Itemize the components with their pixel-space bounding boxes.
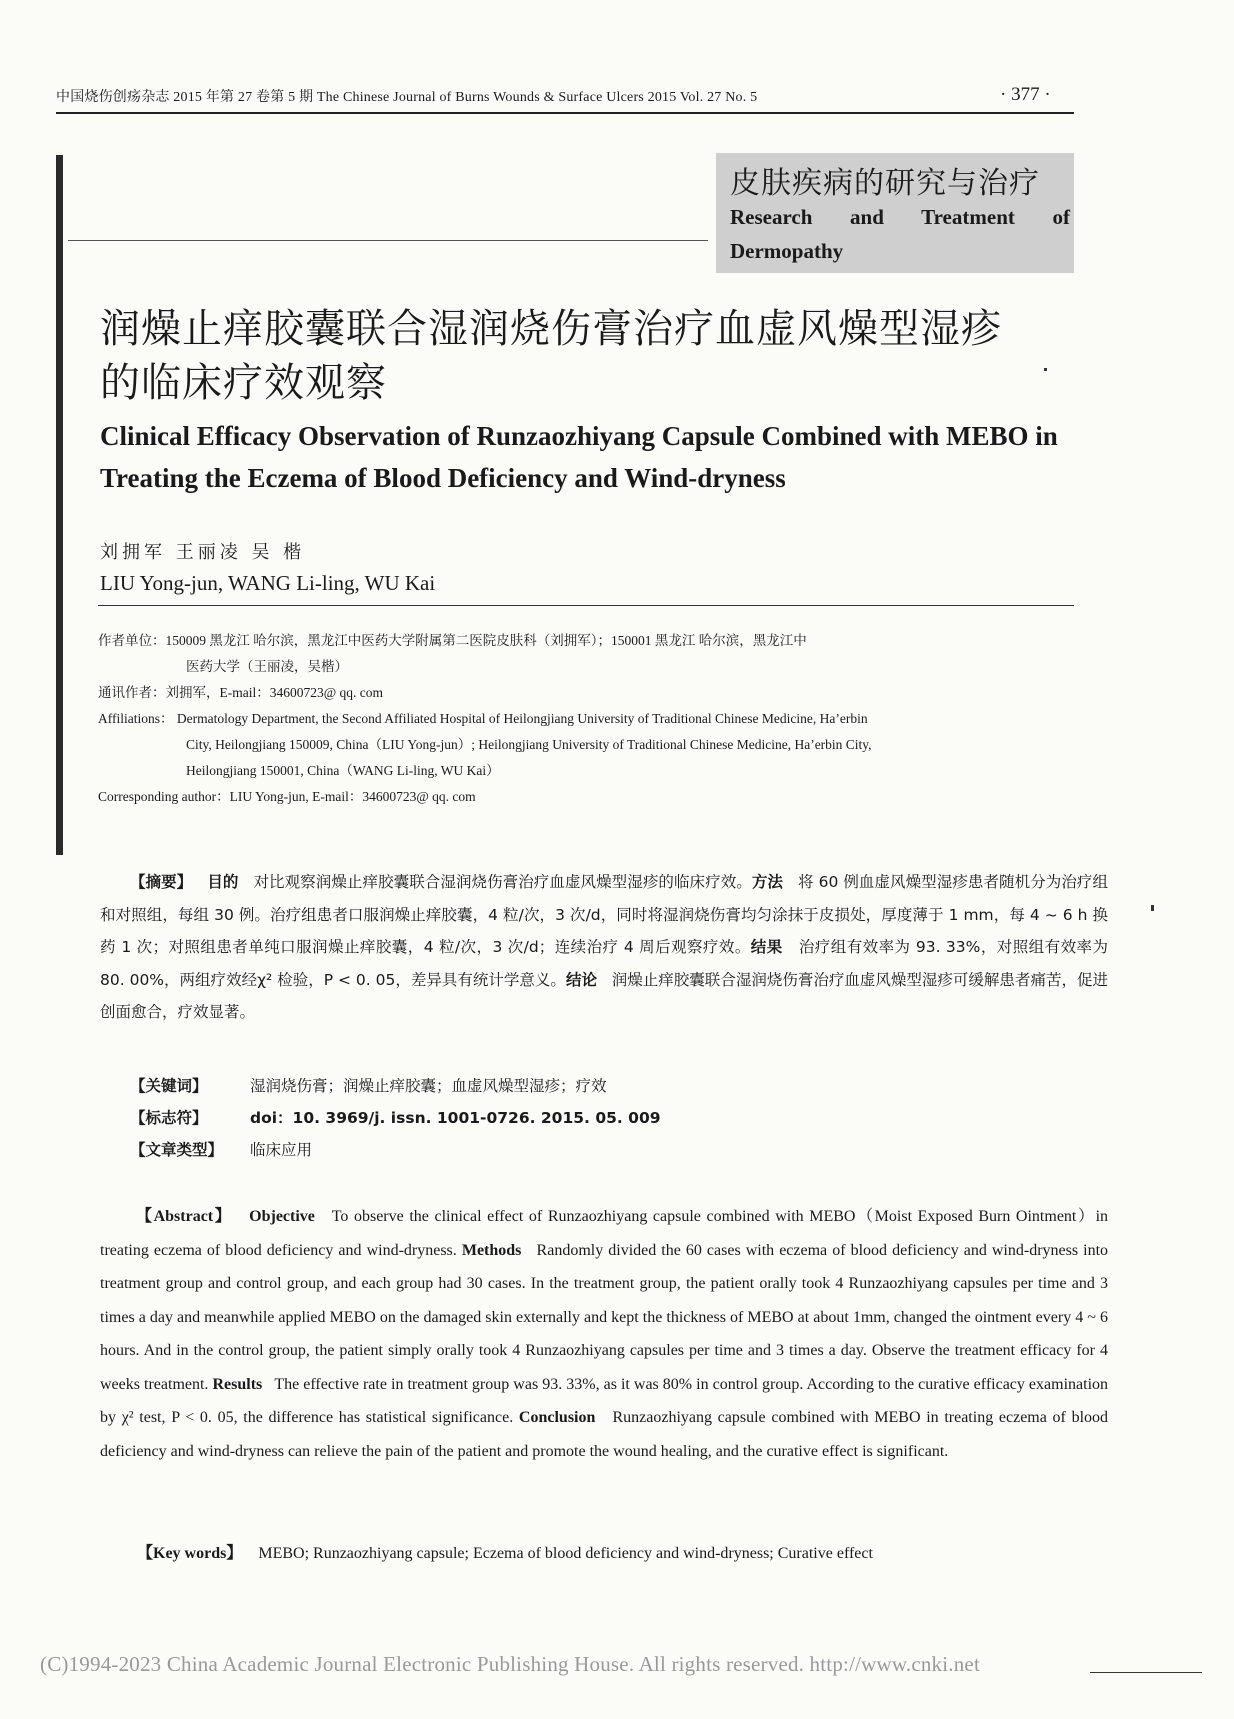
methods-en: Randomly divided the 60 cases with eczema of blood deficiency and wind-dryness into treatment group and control group, and each group had 30 cases. In the treatment group, the patient orally took 4 Runzaozhiyang capsules per time and 3 times a day and meanwhile applied MEBO on the damaged skin externally and kept the thickness of MEBO at about 1mm, changed the ointment every 4 ~ 6 hours. And in the control group, the patient simply orally took 4 Runzaozhiyang capsules per time and 3 times a day. Observe the treatment efficacy for 4 weeks treatment.	[100, 1241, 1109, 1393]
keywords-zh: 湿润烧伤膏；润燥止痒胶囊；血虚风燥型湿疹；疗效	[250, 1077, 607, 1095]
affiliation-en-line: City, Heilongjiang 150009, China（LIU Yong-jun）; Heilongjiang University of Traditional Chinese Medicine, Ha’erbin City,	[186, 737, 872, 752]
affiliation-zh	[98, 628, 1038, 810]
article-title-en: Clinical Efficacy Observation of Runzaozhiyang Capsule Combined with MEBO in Treating the Eczema of Blood Deficiency and Wind-dryness	[100, 421, 1058, 493]
methods-en-label: Methods	[461, 1241, 522, 1259]
affiliation-en-line: Heilongjiang 150001, China（WANG Li-ling, WU Kai）	[186, 763, 500, 778]
header-rule	[56, 112, 1074, 114]
objective-en: To observe the clinical effect of Runzaozhiyang capsule combined with MEBO（Moist Exposed Burn Ointment）in treating eczema of blood deficiency and wind-dryness.	[100, 1208, 1109, 1259]
corresponding-zh: 刘拥军，E-mail：34600723@ qq. com	[165, 685, 384, 700]
copyright-footer: (C)1994-2023 China Academic Journal Electronic Publishing House. All rights reserved. http://www.cnki.net	[40, 1652, 980, 1676]
corresponding-en-label: Corresponding author：	[98, 789, 230, 804]
abstract-en	[100, 1200, 1108, 1468]
authors-en: LIU Yong-jun, WANG Li-ling, WU Kai	[100, 571, 436, 595]
keywords-en-row	[137, 1540, 873, 1563]
left-margin-bar	[56, 155, 63, 855]
corresponding-en: LIU Yong-jun, E-mail：34600723@ qq. com	[229, 789, 476, 804]
abstract-en-label: 【Abstract】	[136, 1208, 233, 1225]
affiliation-zh-line: 医药大学（王丽凌，吴楷）	[186, 659, 348, 674]
affiliation-en-line: Dermatology Department, the Second Affiliated Hospital of Heilongjiang University of Traditional Chinese Medicine, Ha’erbin	[176, 711, 868, 726]
objective-zh: 对比观察润燥止痒胶囊联合湿润烧伤膏治疗血虚风燥型湿疹的临床疗效。	[253, 873, 752, 891]
keywords-zh-label: 【关键词】	[130, 1077, 208, 1095]
article-type-label: 【文章类型】	[130, 1141, 224, 1159]
results-en: The effective rate in treatment group was 93. 33%, as it was 80% in control group. According to the curative efficacy examination by χ² test, P < 0. 05, the difference has statistical significance.	[100, 1375, 1109, 1426]
abstract-zh	[100, 866, 1108, 1029]
methods-zh-label: 方法	[751, 873, 783, 891]
section-title-en: Research and Treatment of Dermopathy	[730, 205, 1070, 263]
article-type-value: 临床应用	[250, 1141, 313, 1159]
doi-label: 【标志符】	[130, 1109, 208, 1127]
authors-zh: 刘拥军 王丽凌 吴 楷	[100, 542, 306, 563]
scan-speck	[1044, 368, 1047, 371]
methods-zh: 将 60 例血虚风燥型湿疹患者随机分为治疗组和对照组，每组 30 例。治疗组患者口服润燥止痒胶囊，4 粒/次，3 次/d，同时将湿润烧伤膏均匀涂抹于皮损处，厚度薄于 1 mm，每 4 ~ 6 h 换药 1 次；对照组患者单纯口服润燥止痒胶囊，4 粒/次，3 次/d；连续治疗 4 周后观察疗效。	[100, 873, 1108, 956]
objective-en-label: Objective	[249, 1208, 315, 1225]
corresponding-zh-label: 通讯作者：	[98, 685, 166, 700]
results-en-label: Results	[212, 1375, 263, 1393]
conclusion-en: Runzaozhiyang capsule combined with MEBO in treating eczema of blood deficiency and wind-dryness can relieve the pain of the patient and promote the wound healing, and the curative effect is significant.	[100, 1409, 1109, 1460]
running-header: 中国烧伤创疡杂志 2015 年第 27 卷第 5 期 The Chinese Journal of Burns Wounds & Surface Ulcers 2015 Vol. 27 No. 5	[56, 90, 758, 105]
results-zh: 治疗组有效率为 93. 33%，对照组有效率为 80. 00%，两组疗效经χ² 检验，P < 0. 05，差异具有统计学意义。	[100, 938, 1108, 989]
conclusion-zh-label: 结论	[565, 970, 597, 989]
abstract-zh-label: 【摘要】	[130, 873, 193, 891]
conclusion-zh: 润燥止痒胶囊联合湿润烧伤膏治疗血虚风燥型湿疹可缓解患者痛苦，促进创面愈合，疗效显著。	[100, 970, 1108, 1021]
affiliation-zh-label: 作者单位：	[98, 633, 166, 648]
footer-rule	[1090, 1672, 1202, 1673]
doi-value: doi：10. 3969/j. issn. 1001-0726. 2015. 05. 009	[250, 1109, 661, 1127]
page-number: · 377 ·	[1000, 84, 1051, 105]
article-type-row	[130, 1138, 312, 1160]
keywords-en: MEBO; Runzaozhiyang capsule; Eczema of blood deficiency and wind-dryness; Curative effect	[258, 1545, 873, 1562]
keywords-zh-row	[130, 1074, 607, 1096]
results-zh-label: 结果	[750, 938, 783, 956]
scan-speck	[1151, 905, 1154, 911]
objective-zh-label: 目的	[207, 873, 239, 891]
conclusion-en-label: Conclusion	[518, 1409, 596, 1426]
section-rule	[68, 240, 708, 241]
authors-rule	[98, 605, 1074, 606]
affiliation-zh-line: 150009 黑龙江 哈尔滨，黑龙江中医药大学附属第二医院皮肤科（刘拥军）；150001 黑龙江 哈尔滨，黑龙江中	[165, 633, 807, 648]
article-title-zh: 润燥止痒胶囊联合湿润烧伤膏治疗血虚风燥型湿疹的临床疗效观察	[100, 306, 1002, 406]
affiliation-en-label: Affiliations：	[98, 711, 174, 726]
section-title-zh: 皮肤疾病的研究与治疗	[730, 166, 1040, 201]
keywords-en-label: 【Key words】	[137, 1545, 243, 1562]
doi-row	[130, 1106, 661, 1128]
